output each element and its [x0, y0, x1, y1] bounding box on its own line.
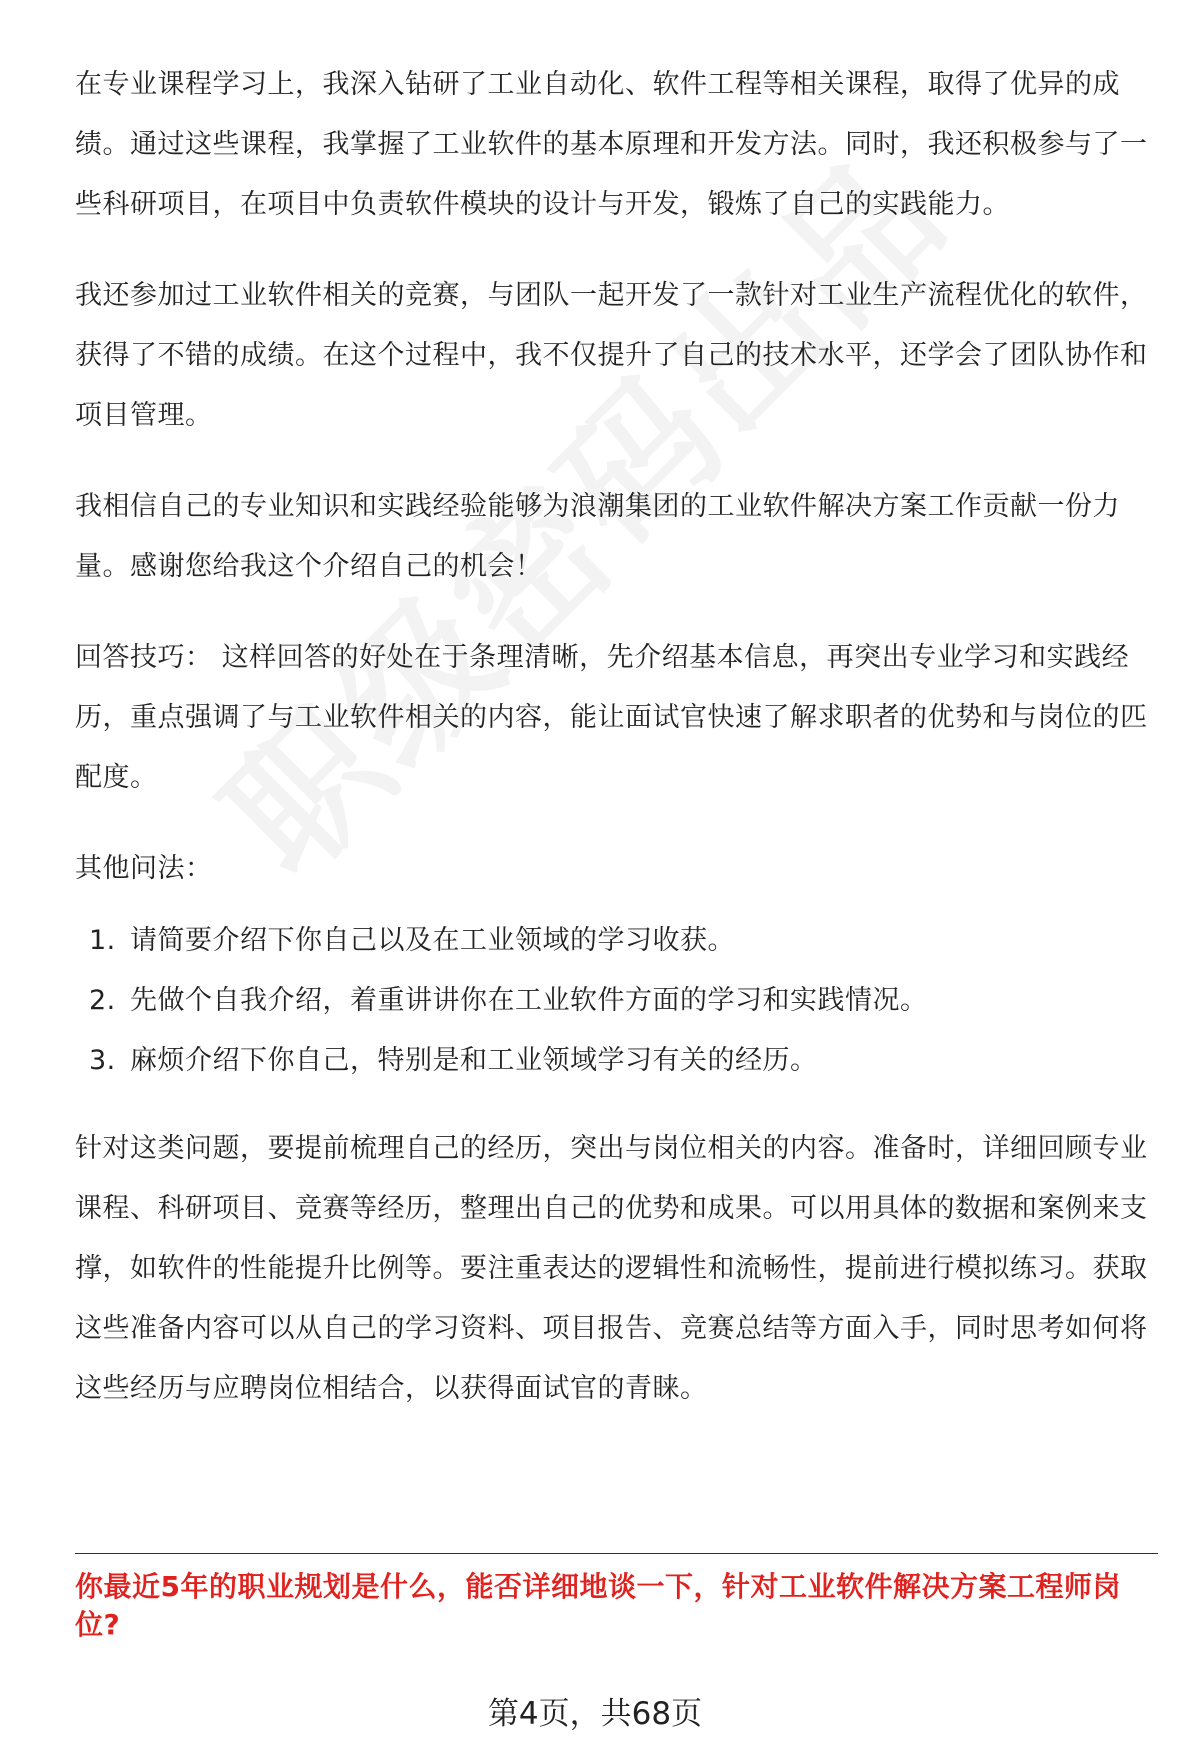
list-item-text: 请简要介绍下你自己以及在工业领域的学习收获。 [130, 925, 735, 956]
page-footer: 第4页，共68页 [487, 1696, 703, 1732]
list-item-number: 2. [89, 985, 116, 1016]
paragraph-answer-tips: 回答技巧： 这样回答的好处在于条理清晰，先介绍基本信息，再突出专业学习和实践经历，重点强调了与工业软件相关的内容，能让面试官快速了解求职者的优势和与岗位的匹配度。 [75, 642, 1148, 793]
paragraph-competition: 我还参加过工业软件相关的竞赛，与团队一起开发了一款针对工业生产流程优化的软件，获得了不错的成绩。在这个过程中，我不仅提升了自己的技术水平，还学会了团队协作和项目管理。 [75, 280, 1148, 431]
list-item [75, 911, 1158, 971]
document-body [75, 55, 1158, 1450]
list-item-number: 3. [89, 1045, 116, 1076]
list-item-number: 1. [89, 925, 116, 956]
list-item-text: 先做个自我介绍，着重讲讲你在工业软件方面的学习和实践情况。 [130, 985, 928, 1016]
next-question-heading: 你最近5年的职业规划是什么，能否详细地谈一下，针对工业软件解决方案工程师岗位? [75, 1570, 1121, 1641]
other-questions-list [75, 911, 1158, 1091]
paragraph-conclusion: 我相信自己的专业知识和实践经验能够为浪潮集团的工业软件解决方案工作贡献一份力量。感谢您给我这个介绍自己的机会！ [75, 491, 1120, 582]
list-item [75, 971, 1158, 1031]
list-item-text: 麻烦介绍下你自己，特别是和工业领域学习有关的经历。 [130, 1045, 818, 1076]
paragraph-preparation-advice: 针对这类问题，要提前梳理自己的经历，突出与岗位相关的内容。准备时，详细回顾专业课程、科研项目、竞赛等经历，整理出自己的优势和成果。可以用具体的数据和案例来支撑，如软件的性能提升比例等。要注重表达的逻辑性和流畅性，提前进行模拟练习。获取这些准备内容可以从自己的学习资料、项目报告、竞赛总结等方面入手，同时思考如何将这些经历与应聘岗位相结合，以获得面试官的青睐。 [75, 1133, 1148, 1404]
section-divider [75, 1553, 1158, 1554]
paragraph-course-study: 在专业课程学习上，我深入钻研了工业自动化、软件工程等相关课程，取得了优异的成绩。通过这些课程，我掌握了工业软件的基本原理和开发方法。同时，我还积极参与了一些科研项目，在项目中负责软件模块的设计与开发，锻炼了自己的实践能力。 [75, 69, 1148, 220]
paragraph-other-questions-heading: 其他问法： [75, 853, 213, 884]
list-item [75, 1031, 1158, 1091]
